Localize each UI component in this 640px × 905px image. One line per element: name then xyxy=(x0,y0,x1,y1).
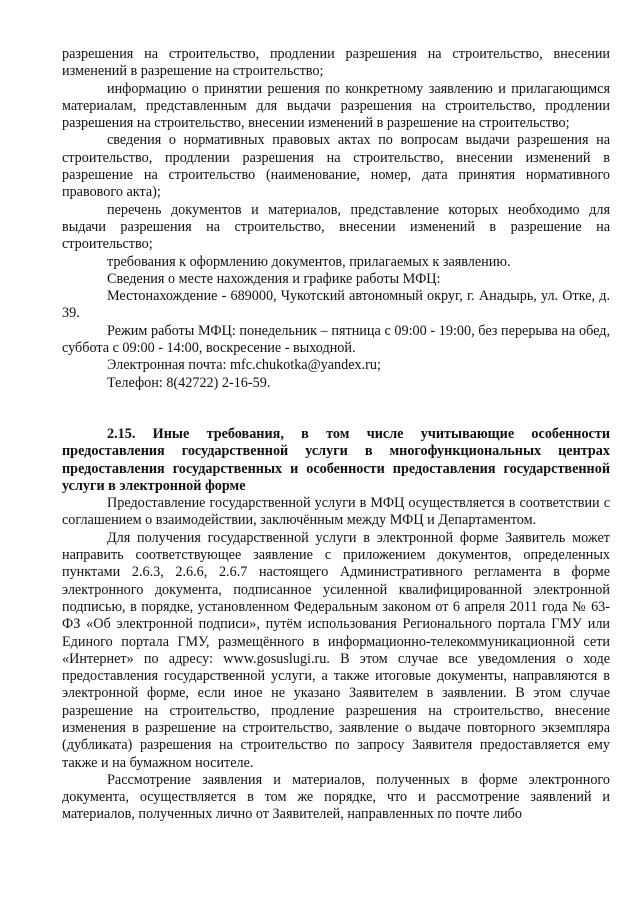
paragraph-mfc-email: Электронная почта: mfc.chukotka@yandex.ru; xyxy=(107,357,381,374)
section-heading: 2.15. Иные требования, в том числе учитывающие особенности предоставления государственной услуги в многофункциональных центрах предоставления государственных и особенности предоставления государственной услуги в электронной форме xyxy=(62,425,610,494)
paragraph-requirements: требования к оформлению документов, прилагаемых к заявлению. xyxy=(107,253,511,270)
paragraph-mfc-phone: Телефон: 8(42722) 2-16-59. xyxy=(107,374,271,391)
paragraph-document-list: перечень документов и материалов, представление которых необходимо для выдачи разрешения на строительство, внесении изменений в разрешение на строительство; xyxy=(62,201,610,253)
paragraph-mfc-agreement: Предоставление государственной услуги в МФЦ осуществляется в соответствии с соглашением о взаимодействии, заключённым между МФЦ и Департаментом. xyxy=(62,495,610,529)
paragraph-mfc-info: Сведения о месте нахождения и графике работы МФЦ: xyxy=(107,270,441,287)
paragraph-continuation: разрешения на строительство, продлении разрешения на строительство, внесении изменений в разрешение на строительство; xyxy=(62,46,610,80)
paragraph-decision-info: информацию о принятии решения по конкретному заявлению и прилагающимся материалам, представленным для выдачи разрешения на строительство, продлении разрешения на строительство, внесении изменений в разрешение на строительство; xyxy=(62,80,610,132)
section-spacer xyxy=(62,392,610,426)
paragraph-electronic-review: Рассмотрение заявления и материалов, полученных в форме электронного документа, осуществляется в том же порядке, что и рассмотрение заявлений и материалов, полученных лично от Заявителей, направленных по почте либо xyxy=(62,771,610,823)
paragraph-electronic-form: Для получения государственной услуги в электронной форме Заявитель может направить соответствующее заявление с приложением документов, определенных пунктами 2.6.3, 2.6.6, 2.6.7 настоящего Административного регламента в форме электронного документа, подписанное усиленной квалифицированной электронной подписью, в порядке, установленном Федеральным законом от 6 апреля 2011 года № 63-ФЗ «Об электронной подписи», путём использования Регионального портала ГМУ или Единого портала ГМУ, размещённого в информационно-телекоммуникационной сети «Интернет» по адресу: www.gosuslugi.ru. В этом случае все уведомления о ходе предоставления государственной услуги, а также итоговые документы, направляются в электронной форме, если иное не указано Заявителем в заявлении. В этом случае разрешение на строительство, продление разрешения на строительство, внесение изменения в разрешение на строительство, заявление о выдаче повторного экземпляра (дубликата) разрешения на строительство по запросу Заявителя предоставляется ему также и на бумажном носителе. xyxy=(62,529,610,771)
paragraph-mfc-schedule: Режим работы МФЦ: понедельник – пятница с 09:00 - 19:00, без перерыва на обед, суббота с 09:00 - 14:00, воскресение - выходной. xyxy=(62,322,610,357)
paragraph-mfc-location: Местонахождение - 689000, Чукотский автономный округ, г. Анадырь, ул. Отке, д. 39. xyxy=(62,288,610,322)
paragraph-normative-acts: сведения о нормативных правовых актах по вопросам выдачи разрешения на строительство, продлении разрешения на строительство, внесении изменений в разрешение на строительство (наименование, номер, дата принятия нормативного правового акта); xyxy=(62,132,610,201)
